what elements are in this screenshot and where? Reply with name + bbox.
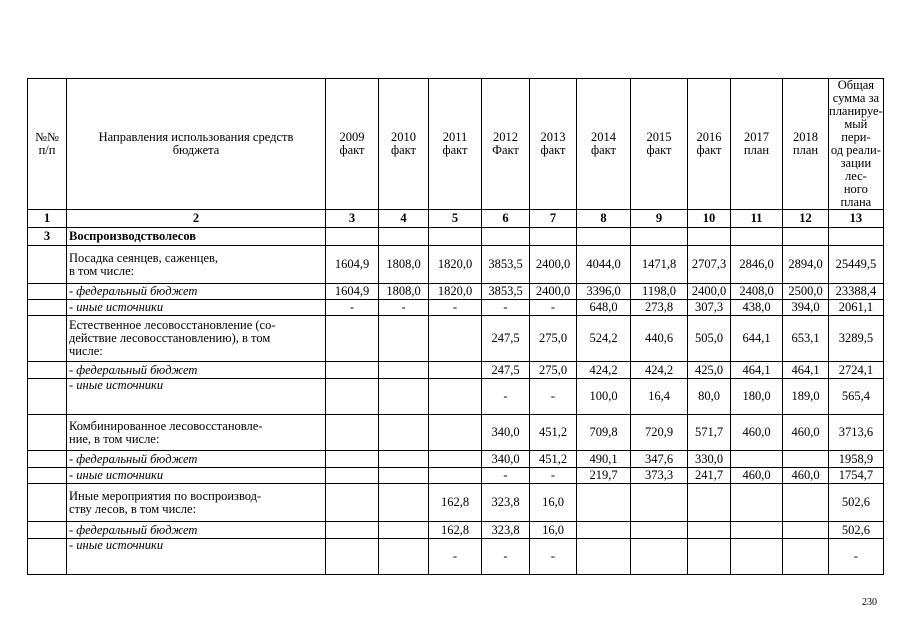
row-value: 180,0: [731, 379, 783, 415]
row-label: - иные источники: [67, 300, 326, 316]
row-value: 1754,7: [829, 468, 884, 484]
row-value: 1808,0: [379, 284, 429, 300]
row-value: [482, 228, 530, 246]
header-year-2018: 2018 план: [783, 79, 829, 210]
header-year-2012: 2012 Факт: [482, 79, 530, 210]
row-value: 490,1: [577, 451, 631, 468]
row-value: 464,1: [731, 362, 783, 379]
table-row: [28, 539, 884, 575]
row-value: 16,4: [631, 379, 688, 415]
column-number-row: [28, 210, 884, 228]
row-value: [326, 539, 379, 575]
table-row: [28, 228, 884, 246]
row-value: [326, 316, 379, 362]
row-value: [429, 379, 482, 415]
row-value: [429, 415, 482, 451]
row-value: 275,0: [530, 362, 577, 379]
column-number: 6: [482, 210, 530, 228]
header-year-2009: 2009 факт: [326, 79, 379, 210]
row-value: [577, 522, 631, 539]
row-value: 330,0: [688, 451, 731, 468]
row-value: -: [530, 539, 577, 575]
budget-table: [27, 78, 884, 575]
header-year-2014: 2014 факт: [577, 79, 631, 210]
row-value: 247,5: [482, 316, 530, 362]
table-row: [28, 379, 884, 415]
row-value: 1820,0: [429, 246, 482, 284]
header-year-2013: 2013 факт: [530, 79, 577, 210]
row-value: 340,0: [482, 451, 530, 468]
row-value: 323,8: [482, 522, 530, 539]
row-value: 100,0: [577, 379, 631, 415]
row-value: -: [429, 300, 482, 316]
row-value: 3853,5: [482, 246, 530, 284]
row-value: -: [482, 468, 530, 484]
row-value: 219,7: [577, 468, 631, 484]
row-value: -: [829, 539, 884, 575]
row-label: - федеральный бюджет: [67, 451, 326, 468]
row-value: [688, 228, 731, 246]
header-year-2011: 2011 факт: [429, 79, 482, 210]
row-value: 3713,6: [829, 415, 884, 451]
column-number: 13: [829, 210, 884, 228]
row-value: 440,6: [631, 316, 688, 362]
row-label: - иные источники: [67, 539, 326, 575]
row-value: 460,0: [731, 468, 783, 484]
row-value: 2400,0: [530, 284, 577, 300]
row-value: [631, 228, 688, 246]
row-value: [379, 522, 429, 539]
row-value: 460,0: [731, 415, 783, 451]
row-value: [829, 228, 884, 246]
row-number: 3: [28, 228, 67, 246]
column-number: 8: [577, 210, 631, 228]
row-value: [429, 468, 482, 484]
row-value: 464,1: [783, 362, 829, 379]
row-value: [326, 415, 379, 451]
column-number: 9: [631, 210, 688, 228]
row-label: Посадка сеянцев, саженцев, в том числе:: [67, 246, 326, 284]
row-value: 2408,0: [731, 284, 783, 300]
row-value: 1198,0: [631, 284, 688, 300]
row-value: 189,0: [783, 379, 829, 415]
row-value: 502,6: [829, 522, 884, 539]
row-value: 720,9: [631, 415, 688, 451]
row-value: 3853,5: [482, 284, 530, 300]
row-value: [731, 539, 783, 575]
row-value: [688, 484, 731, 522]
column-number: 1: [28, 210, 67, 228]
row-value: 1820,0: [429, 284, 482, 300]
row-value: 273,8: [631, 300, 688, 316]
row-value: 2500,0: [783, 284, 829, 300]
row-value: 2707,3: [688, 246, 731, 284]
column-number: 5: [429, 210, 482, 228]
row-value: [379, 415, 429, 451]
row-value: 307,3: [688, 300, 731, 316]
row-value: -: [429, 539, 482, 575]
table-row: [28, 415, 884, 451]
header-year-2016: 2016 факт: [688, 79, 731, 210]
row-value: [379, 228, 429, 246]
row-value: 524,2: [577, 316, 631, 362]
row-value: [783, 539, 829, 575]
row-value: 2846,0: [731, 246, 783, 284]
column-number: 4: [379, 210, 429, 228]
row-value: [326, 379, 379, 415]
row-label: Иные мероприятия по воспроизвод- ству лесов, в том числе:: [67, 484, 326, 522]
row-value: 162,8: [429, 522, 482, 539]
row-value: 16,0: [530, 522, 577, 539]
row-value: [631, 522, 688, 539]
row-value: [731, 451, 783, 468]
row-value: [631, 539, 688, 575]
column-number: 7: [530, 210, 577, 228]
row-value: 2724,1: [829, 362, 884, 379]
header-year-2015: 2015 факт: [631, 79, 688, 210]
row-value: -: [530, 300, 577, 316]
row-value: 648,0: [577, 300, 631, 316]
row-value: 451,2: [530, 415, 577, 451]
row-value: 25449,5: [829, 246, 884, 284]
row-value: -: [482, 539, 530, 575]
row-number: [28, 522, 67, 539]
row-value: -: [379, 300, 429, 316]
row-value: [379, 484, 429, 522]
row-value: [577, 484, 631, 522]
row-value: [379, 379, 429, 415]
table-row: [28, 284, 884, 300]
row-value: [326, 468, 379, 484]
row-label: - иные источники: [67, 379, 326, 415]
row-value: 1808,0: [379, 246, 429, 284]
row-number: [28, 468, 67, 484]
row-label: Естественное лесовосстановление (со- действие лесовосстановлению), в том числе:: [67, 316, 326, 362]
row-value: -: [530, 379, 577, 415]
row-value: 3289,5: [829, 316, 884, 362]
row-value: 394,0: [783, 300, 829, 316]
table-row: [28, 300, 884, 316]
row-number: [28, 300, 67, 316]
row-value: 2894,0: [783, 246, 829, 284]
row-value: [326, 451, 379, 468]
row-value: 2400,0: [530, 246, 577, 284]
row-value: [379, 362, 429, 379]
row-value: [783, 522, 829, 539]
row-value: [688, 539, 731, 575]
row-value: 1604,9: [326, 246, 379, 284]
row-value: -: [482, 300, 530, 316]
row-label: - федеральный бюджет: [67, 522, 326, 539]
row-value: 571,7: [688, 415, 731, 451]
row-label: Воспроизводстволесов: [67, 228, 326, 246]
header-total: Общая сумма за планируе- мый пери- од реали- зации лес- ного плана: [829, 78, 883, 209]
row-value: 80,0: [688, 379, 731, 415]
row-value: [731, 522, 783, 539]
row-value: 4044,0: [577, 246, 631, 284]
row-value: 340,0: [482, 415, 530, 451]
table-row: [28, 522, 884, 539]
row-value: 438,0: [731, 300, 783, 316]
row-value: 424,2: [577, 362, 631, 379]
header-year-2017: 2017 план: [731, 79, 783, 210]
row-value: 16,0: [530, 484, 577, 522]
row-value: [731, 484, 783, 522]
row-number: [28, 379, 67, 415]
column-number: 10: [688, 210, 731, 228]
row-value: [379, 316, 429, 362]
row-number: [28, 246, 67, 284]
table-row: [28, 246, 884, 284]
row-label: Комбинированное лесовосстановле- ние, в том числе:: [67, 415, 326, 451]
table-row: [28, 362, 884, 379]
row-number: [28, 484, 67, 522]
column-number: 3: [326, 210, 379, 228]
row-number: [28, 316, 67, 362]
row-value: [577, 539, 631, 575]
row-label: - федеральный бюджет: [67, 362, 326, 379]
page-number: 230: [862, 597, 877, 608]
row-value: [379, 468, 429, 484]
row-value: -: [482, 379, 530, 415]
row-value: 162,8: [429, 484, 482, 522]
row-number: [28, 451, 67, 468]
row-value: [783, 484, 829, 522]
row-value: [429, 362, 482, 379]
row-label: - иные источники: [67, 468, 326, 484]
row-number: [28, 362, 67, 379]
row-value: [326, 522, 379, 539]
header-year-2010: 2010 факт: [379, 79, 429, 210]
table-row: [28, 451, 884, 468]
row-value: 653,1: [783, 316, 829, 362]
row-value: [379, 539, 429, 575]
header-direction: Направления использования средств бюджета: [67, 79, 326, 210]
row-value: 275,0: [530, 316, 577, 362]
row-value: 373,3: [631, 468, 688, 484]
row-value: 644,1: [731, 316, 783, 362]
row-value: 460,0: [783, 415, 829, 451]
row-value: 2061,1: [829, 300, 884, 316]
row-value: 424,2: [631, 362, 688, 379]
column-number: 11: [731, 210, 783, 228]
row-value: [783, 451, 829, 468]
column-number: 12: [783, 210, 829, 228]
row-value: [326, 484, 379, 522]
header-num: №№ п/п: [28, 79, 67, 210]
column-number: 2: [67, 210, 326, 228]
row-value: 247,5: [482, 362, 530, 379]
row-value: 565,4: [829, 379, 884, 415]
row-number: [28, 539, 67, 575]
row-value: 505,0: [688, 316, 731, 362]
row-value: 347,6: [631, 451, 688, 468]
row-number: [28, 284, 67, 300]
row-value: [731, 228, 783, 246]
row-value: [429, 228, 482, 246]
row-value: -: [530, 468, 577, 484]
row-value: -: [326, 300, 379, 316]
table-row: [28, 468, 884, 484]
row-value: [379, 451, 429, 468]
row-value: [326, 228, 379, 246]
row-value: 23388,4: [829, 284, 884, 300]
row-value: [429, 316, 482, 362]
table-row: [28, 316, 884, 362]
row-value: 241,7: [688, 468, 731, 484]
row-value: 460,0: [783, 468, 829, 484]
row-value: 1958,9: [829, 451, 884, 468]
row-value: 3396,0: [577, 284, 631, 300]
row-label: - федеральный бюджет: [67, 284, 326, 300]
row-value: [326, 362, 379, 379]
table-row: [28, 484, 884, 522]
row-value: 451,2: [530, 451, 577, 468]
row-value: [688, 522, 731, 539]
row-value: [429, 451, 482, 468]
row-value: 425,0: [688, 362, 731, 379]
row-value: 323,8: [482, 484, 530, 522]
row-value: [530, 228, 577, 246]
row-value: 1604,9: [326, 284, 379, 300]
row-value: 2400,0: [688, 284, 731, 300]
header-row: [28, 79, 884, 210]
row-value: 709,8: [577, 415, 631, 451]
row-value: 1471,8: [631, 246, 688, 284]
row-value: [577, 228, 631, 246]
row-number: [28, 415, 67, 451]
row-value: [631, 484, 688, 522]
row-value: [783, 228, 829, 246]
row-value: 502,6: [829, 484, 884, 522]
